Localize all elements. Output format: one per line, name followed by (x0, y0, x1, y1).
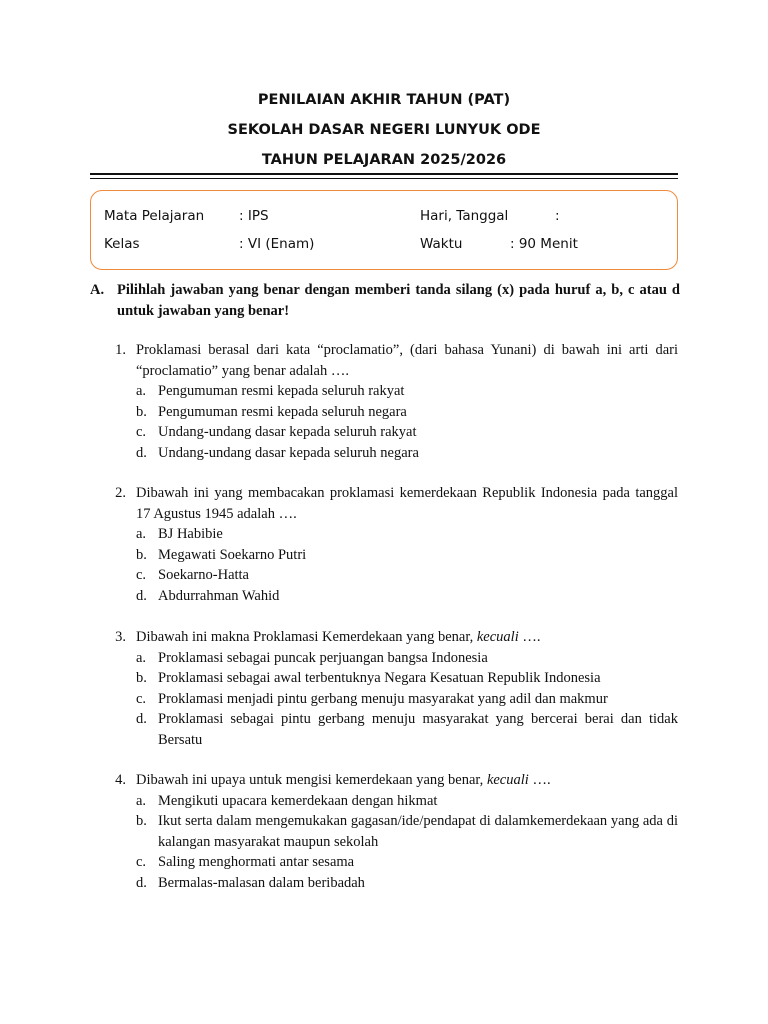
header-divider-thin (90, 178, 678, 179)
question-text: Proklamasi berasal dari kata “proclamatio”, (dari bahasa Yunani) di bawah ini arti dari “proclamatio” yang benar adalah …. (136, 342, 678, 379)
option-letter: c. (136, 424, 147, 440)
question-2 (104, 483, 678, 606)
answer-option[interactable] (104, 443, 678, 464)
option-text: Proklamasi sebagai pintu gerbang menuju masyarakat yang bercerai berai dan tidak Bersatu (158, 711, 678, 748)
option-text: Undang-undang dasar kepada seluruh negara (158, 444, 419, 461)
option-letter: b. (136, 670, 147, 686)
answer-option[interactable] (104, 709, 678, 750)
option-text: Megawati Soekarno Putri (158, 546, 307, 563)
answer-options (104, 381, 678, 463)
option-letter: c. (136, 567, 147, 583)
answer-option[interactable] (104, 791, 678, 812)
question-text (136, 627, 678, 648)
option-letter: d. (136, 711, 147, 727)
question-text: Dibawah ini yang membacakan proklamasi kemerdekaan Republik Indonesia pada tanggal 17 Agustus 1945 adalah …. (136, 485, 678, 522)
option-letter: c. (136, 854, 147, 870)
option-letter: b. (136, 403, 147, 420)
school-name: SEKOLAH DASAR NEGERI LUNYUK ODE (227, 122, 541, 138)
question-number: 1. (115, 342, 126, 358)
question-text-emphasis: kecuali (486, 772, 529, 788)
answer-option[interactable] (104, 402, 678, 423)
class-value: : VI (Enam) (239, 236, 315, 252)
option-letter: d. (136, 444, 147, 461)
question-text (136, 770, 678, 791)
question-3 (104, 627, 678, 750)
question-text-tail: …. (528, 772, 551, 788)
section-label: A. (90, 282, 105, 298)
question-number: 4. (115, 772, 126, 788)
exam-info-box (90, 190, 678, 270)
option-letter: a. (136, 526, 147, 542)
option-letter: a. (136, 383, 147, 399)
answer-option[interactable] (104, 811, 678, 852)
option-letter: a. (136, 649, 147, 666)
question-4 (104, 770, 678, 893)
answer-option[interactable] (104, 524, 678, 545)
section-instruction (90, 280, 680, 322)
answer-option[interactable] (104, 689, 678, 710)
day-label: Hari, Tanggal (420, 208, 509, 224)
exam-title: PENILAIAN AKHIR TAHUN (PAT) (257, 92, 511, 108)
option-letter: b. (136, 546, 147, 563)
answer-option[interactable] (104, 545, 678, 566)
answer-option[interactable] (104, 565, 678, 586)
answer-option[interactable] (104, 648, 678, 669)
instruction-text: Pilihlah jawaban yang benar dengan memberi tanda silang (x) pada huruf a, b, c atau d untuk jawaban yang benar! (117, 282, 680, 319)
question-text-main: Dibawah ini upaya untuk mengisi kemerdekaan yang benar, (136, 772, 487, 788)
option-text: Pengumuman resmi kepada seluruh negara (158, 403, 407, 420)
option-letter: b. (136, 813, 147, 829)
answer-option[interactable] (104, 852, 678, 873)
option-text: Proklamasi sebagai puncak perjuangan bangsa Indonesia (158, 649, 488, 666)
option-text: Mengikuti upacara kemerdekaan dengan hikmat (158, 792, 438, 809)
academic-year: TAHUN PELAJARAN 2025/2026 (261, 152, 507, 168)
question-text-tail: …. (518, 629, 541, 645)
question-text-emphasis: kecuali (476, 629, 519, 645)
header-divider-thick (90, 173, 678, 175)
time-label: Waktu (420, 236, 463, 252)
option-text: Soekarno-Hatta (158, 567, 249, 583)
option-text: Proklamasi sebagai awal terbentuknya Negara Kesatuan Republik Indonesia (158, 670, 601, 686)
answer-option[interactable] (104, 668, 678, 689)
answer-options (104, 524, 678, 606)
answer-options (104, 791, 678, 894)
answer-option[interactable] (104, 586, 678, 607)
question-number: 3. (115, 629, 126, 645)
option-letter: d. (136, 874, 147, 891)
option-letter: a. (136, 792, 147, 809)
option-text: Abdurrahman Wahid (158, 587, 280, 604)
question-1 (104, 340, 678, 463)
subject-value: : IPS (239, 208, 269, 224)
answer-option[interactable] (104, 422, 678, 443)
answer-option[interactable] (104, 381, 678, 402)
option-letter: c. (136, 690, 147, 707)
option-text: Saling menghormati antar sesama (158, 854, 355, 870)
option-text: Ikut serta dalam mengemukakan gagasan/ide/pendapat di dalamkemerdekaan yang ada di kalangan masyarakat maupun sekolah (158, 813, 678, 850)
option-text: Bermalas-malasan dalam beribadah (158, 874, 365, 891)
time-value: : 90 Menit (510, 236, 578, 252)
option-text: Undang-undang dasar kepada seluruh rakyat (158, 424, 417, 440)
option-text: Proklamasi menjadi pintu gerbang menuju masyarakat yang adil dan makmur (158, 690, 608, 707)
subject-label: Mata Pelajaran (104, 208, 205, 224)
day-value: : (555, 208, 560, 224)
question-number: 2. (115, 485, 126, 501)
option-text: Pengumuman resmi kepada seluruh rakyat (158, 383, 405, 399)
answer-option[interactable] (104, 873, 678, 894)
option-letter: d. (136, 587, 147, 604)
answer-options (104, 648, 678, 751)
option-text: BJ Habibie (158, 526, 223, 542)
question-text-main: Dibawah ini makna Proklamasi Kemerdekaan yang benar, (136, 629, 477, 645)
class-label: Kelas (104, 236, 140, 252)
